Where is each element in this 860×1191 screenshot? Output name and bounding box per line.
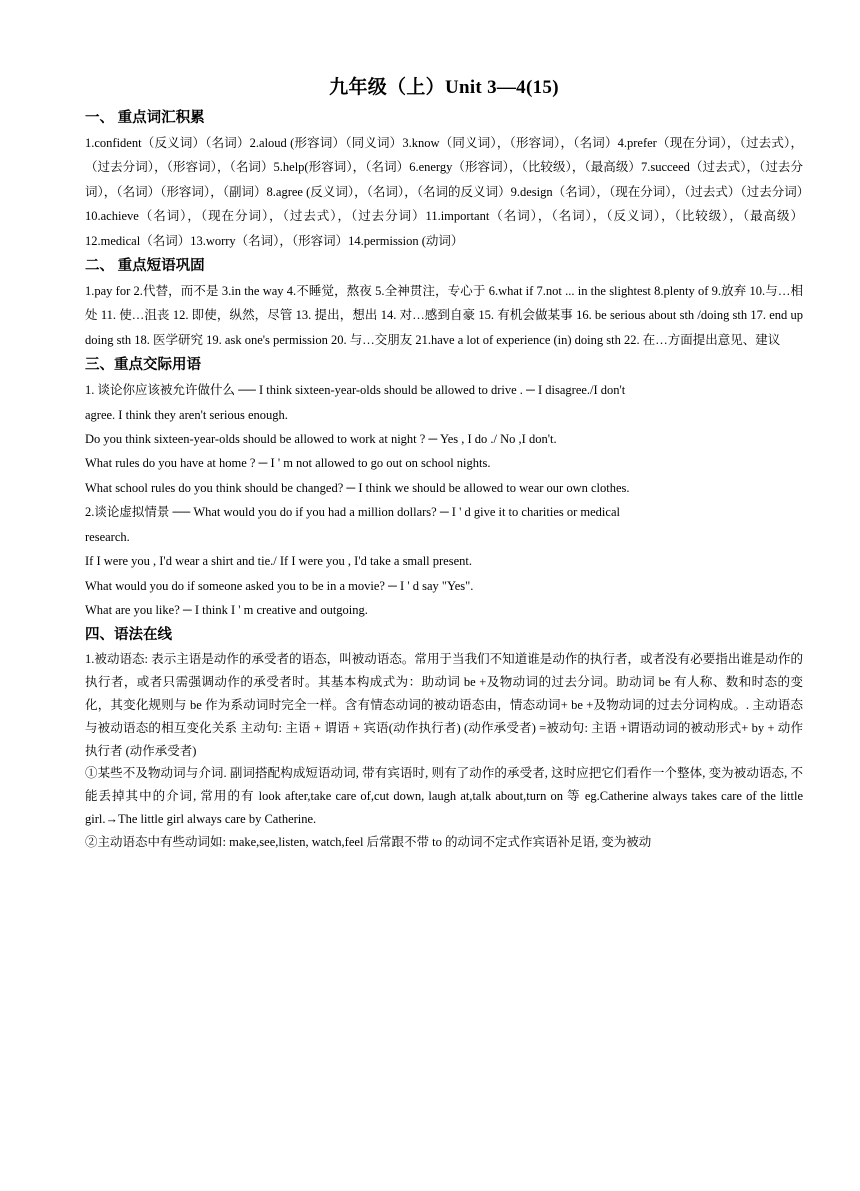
dialogue-line: 2.谈论虚拟情景 ── What would you do if you had a million dollars? ─ I ' d give it to charities or medical: [85, 505, 620, 520]
dialogue-line: What are you like? ─ I think I ' m creative and outgoing.: [85, 602, 368, 617]
dialogue-line: What rules do you have at home ? ─ I ' m not allowed to go out on school nights.: [85, 456, 491, 471]
phrases-exercise: 1.pay for 2.代替，而不是 3.in the way 4.不睡觉，熬夜 5.全神贯注，专心于 6.what if 7.not ... in the slightest 8.plenty of 9.放弃 10.与…相处 11. 使…沮丧 12. 即使，纵然，尽管 13. 提出，想出 14. 对…感到自豪 15. 有机会做某事 16. be serious about sth /doing sth 17. end up doing sth 18. 医学研究 19. ask one's permission 20. 与…交朋友 21.have a lot of experience (in) doing sth 22. 在…方面提出意见、建议: [85, 284, 803, 347]
dialogue-line: 1. 谈论你应该被允许做什么 ── I think sixteen-year-olds should be allowed to drive . ─ I disagree./I don't: [85, 383, 626, 398]
section-heading-dialogue: 三、重点交际用语: [85, 357, 201, 374]
grammar-paragraph-bare-infinitive: ②主动语态中有些动词如: make,see,listen, watch,feel 后常跟不带 to 的动词不定式作宾语补足语, 变为被动: [85, 834, 652, 849]
dialogue-line: What would you do if someone asked you to be in a movie? ─ I ' d say "Yes".: [85, 578, 474, 593]
section-heading-grammar: 四、语法在线: [85, 627, 172, 644]
document-page: [85, 72, 803, 853]
page-title: 九年级（上）Unit 3—4(15): [329, 77, 559, 98]
dialogue-line: research.: [85, 529, 130, 544]
vocab-exercise: 1.confident（反义词）（名词）2.aloud (形容词）（同义词）3.know（同义词），（形容词），（名词）4.prefer（现在分词），（过去式），（过去分词），（形容词），（名词）5.help(形容词），（名词）6.energy（形容词），（比较级），（最高级）7.succeed（过去式），（过去分词），（名词）（形容词），（副词）8.agree (反义词），（名词），（名词的反义词）9.design（名词），（现在分词），（过去式）（过去分词）10.achieve（名词），（现在分词），（过去式），（过去分词）11.important（名词），（名词），（反义词），（比较级），（最高级）12.medical（名词）13.worry（名词），（形容词）14.permission (动词）: [85, 136, 803, 248]
section-heading-vocab: 一、 重点词汇积累: [85, 110, 205, 126]
grammar-paragraph-phrasal: ①某些不及物动词与介词. 副词搭配构成短语动词, 带有宾语时, 则有了动作的承受者, 这时应把它们看作一个整体, 变为被动语态, 不能丢掉其中的介词, 常用的有 look after,take care of,cut down, laugh at,talk about,turn on 等 eg.Catherine always takes care of the little girl.→The little girl always care by Catherine.: [85, 766, 803, 826]
dialogue-line: If I were you , I'd wear a shirt and tie./ If I were you , I'd take a small present.: [85, 554, 472, 569]
grammar-paragraph-passive: 1.被动语态: 表示主语是动作的承受者的语态，叫被动语态。常用于当我们不知道谁是动作的执行者，或者没有必要指出谁是动作的执行者，或者只需强调动作的承受者时。其基本构成式为：助动词 be +及物动词的过去分词。助动词 be 有人称、数和时态的变化，其变化规则与 be 作为系动词时完全一样。含有情态动词的被动语态由，情态动词+ be +及物动词的过去分词构成。. 主动语态与被动语态的相互变化关系 主动句: 主语 + 谓语 + 宾语(动作执行者) (动作承受者) =被动句: 主语 +谓语动词的被动形式+ by + 动作执行者 (动作承受者): [85, 652, 803, 758]
dialogue-line: Do you think sixteen-year-olds should be allowed to work at night ? ─ Yes , I do ./ No ,I don't.: [85, 432, 557, 447]
dialogue-line: agree. I think they aren't serious enough.: [85, 407, 288, 422]
dialogue-line: What school rules do you think should be changed? ─ I think we should be allowed to wear our own clothes.: [85, 480, 630, 495]
section-heading-phrases: 二、 重点短语巩固: [85, 258, 205, 275]
